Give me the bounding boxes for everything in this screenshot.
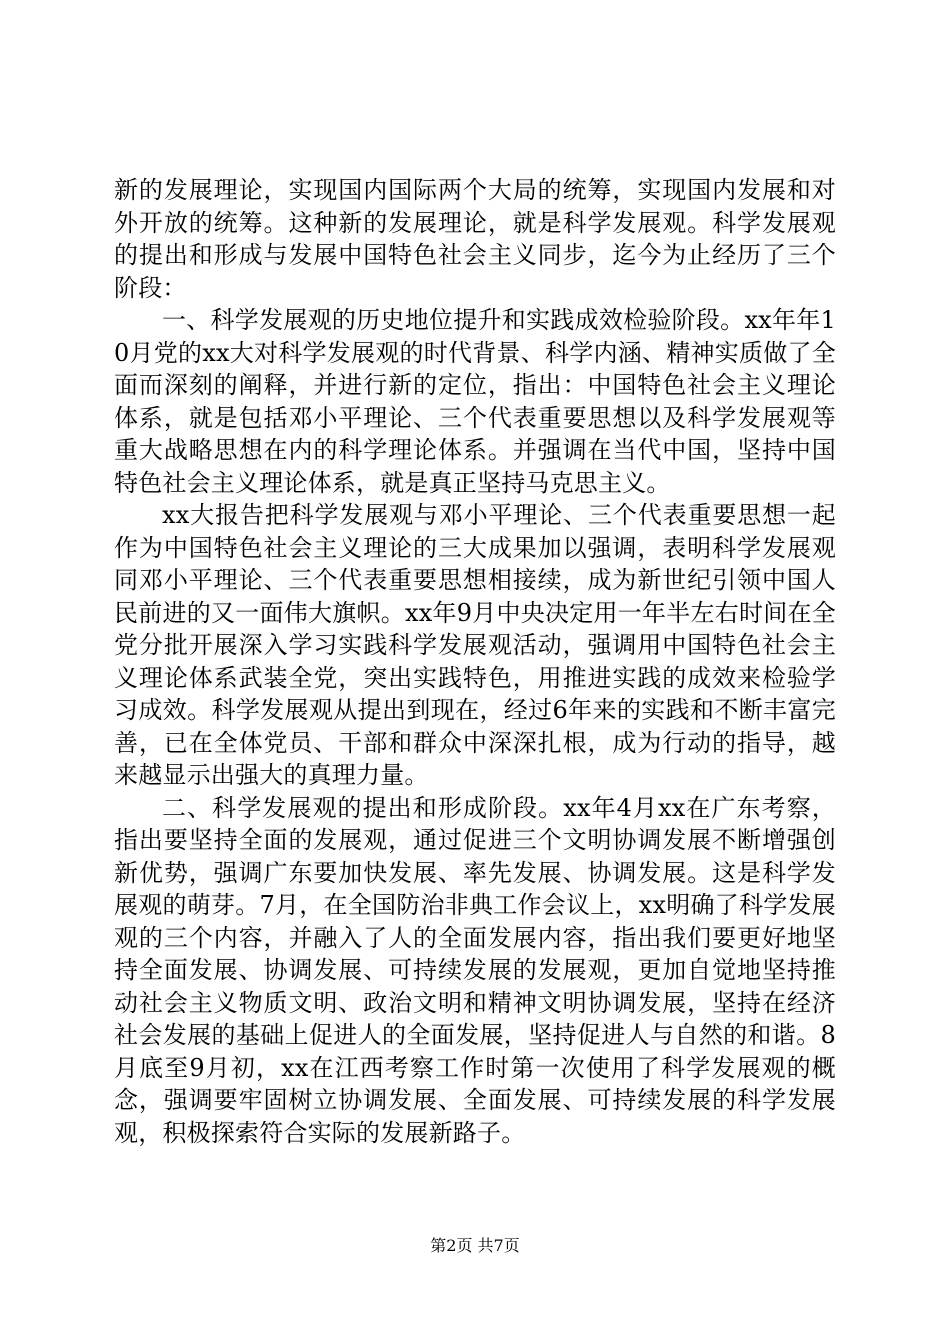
paragraph-stage-one: 一、科学发展观的历史地位提升和实践成效检验阶段。xx年年10月党的xx大对科学发展观的时代背景、科学内涵、精神实质做了全面而深刻的阐释，并进行新的定位，指出：中国特色社会主义理论体系，就是包括邓小平理论、三个代表重要思想以及科学发展观等重大战略思想在内的科学理论体系。并强调在当代中国，坚持中国特色社会主义理论体系，就是真正坚持马克思主义。 [114,306,836,497]
page-number-footer: 第2页 共7页 [430,1236,520,1255]
paragraph-intro: 新的发展理论，实现国内国际两个大局的统筹，实现国内发展和对外开放的统筹。这种新的发展理论，就是科学发展观。科学发展观的提出和形成与发展中国特色社会主义同步，迄今为止经历了三个阶段： [114,176,836,302]
paragraph-report: xx大报告把科学发展观与邓小平理论、三个代表重要思想一起作为中国特色社会主义理论的三大成果加以强调，表明科学发展观同邓小平理论、三个代表重要思想相接续，成为新世纪引领中国人民前进的又一面伟大旗帜。xx年9月中央决定用一年半左右时间在全党分批开展深入学习实践科学发展观活动，强调用中国特色社会主义理论体系武装全党，突出实践特色，用推进实践的成效来检验学习成效。科学发展观从提出到现在，经过6年来的实践和不断丰富完善，已在全体党员、干部和群众中深深扎根，成为行动的指导，越来越显示出强大的真理力量。 [114,501,836,789]
paragraph-stage-two: 二、科学发展观的提出和形成阶段。xx年4月xx在广东考察，指出要坚持全面的发展观，通过促进三个文明协调发展不断增强创新优势，强调广东要加快发展、率先发展、协调发展。这是科学发展观的萌芽。7月，在全国防治非典工作会议上，xx明确了科学发展观的三个内容，并融入了人的全面发展内容，指出我们要更好地坚持全面发展、协调发展、可持续发展的发展观，更加自觉地坚持推动社会主义物质文明、政治文明和精神文明协调发展，坚持在经济社会发展的基础上促进人的全面发展，坚持促进人与自然的和谐。8月底至9月初，xx在江西考察工作时第一次使用了科学发展观的概念，强调要牢固树立协调发展、全面发展、可持续发展的科学发展观，积极探索符合实际的发展新路子。 [114,793,836,1147]
document-body [114,174,836,1149]
